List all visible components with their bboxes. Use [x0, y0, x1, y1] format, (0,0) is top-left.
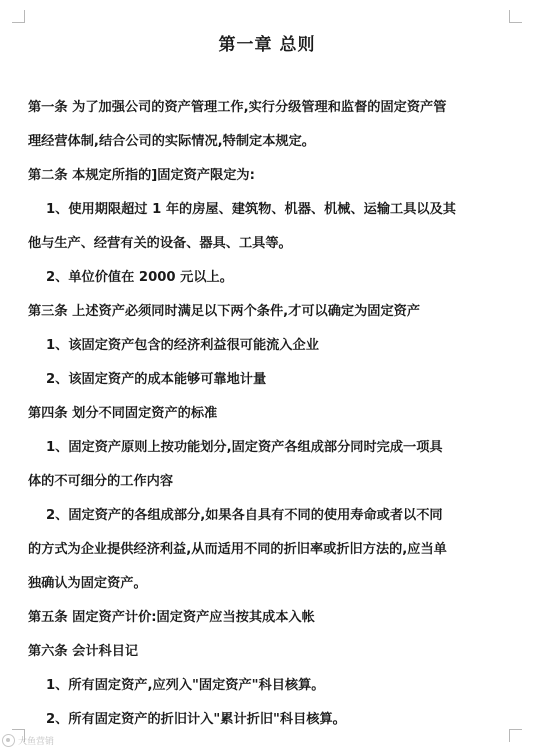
article-6-item-2: 2、所有固定资产的折旧计入"累计折旧"科目核算。: [46, 712, 346, 727]
article-4-heading: 第四条 划分不同固定资产的标准: [28, 406, 218, 421]
watermark-logo-icon: [2, 734, 15, 747]
crop-mark-bottom-right: [509, 729, 522, 742]
article-4-item-2-line-2: 的方式为企业提供经济利益,从而适用不同的折旧率或折旧方法的,应当单: [28, 542, 447, 557]
watermark-text: 大鱼营销: [18, 736, 55, 747]
article-6-item-1: 1、所有固定资产,应列入"固定资产"科目核算。: [46, 678, 325, 693]
article-4-item-1-line-1: 1、固定资产原则上按功能划分,固定资产各组成部分同时完成一项具: [46, 440, 443, 455]
article-3-item-2: 2、该固定资产的成本能够可靠地计量: [46, 372, 267, 387]
article-5-heading: 第五条 固定资产计价:固定资产应当按其成本入帐: [28, 610, 315, 625]
article-4-item-2-line-3: 独确认为固定资产。: [28, 576, 147, 591]
crop-mark-top-right: [509, 10, 522, 23]
article-3-heading: 第三条 上述资产必须同时满足以下两个条件,才可以确定为固定资产: [28, 304, 421, 319]
article-6-heading: 第六条 会计科目记: [28, 644, 139, 659]
article-2-heading: 第二条 本规定所指的]固定资产限定为:: [28, 168, 255, 183]
article-4-item-1-line-2: 体的不可细分的工作内容: [28, 474, 174, 489]
article-4-item-2-line-1: 2、固定资产的各组成部分,如果各自具有不同的使用寿命或者以不同: [46, 508, 443, 523]
article-2-item-1-line-2: 他与生产、经营有关的设备、器具、工具等。: [28, 236, 292, 251]
article-3-item-1: 1、该固定资产包含的经济利益很可能流入企业: [46, 338, 319, 353]
article-2-item-1-line-1: 1、使用期限超过 1 年的房屋、建筑物、机器、机械、运输工具以及其: [46, 202, 456, 217]
chapter-title: 第一章 总则: [218, 35, 316, 55]
article-1-line-2: 理经营体制,结合公司的实际情况,特制定本规定。: [28, 134, 315, 149]
article-2-item-2: 2、单位价值在 2000 元以上。: [46, 270, 233, 285]
watermark: [2, 732, 54, 748]
article-1-line-1: 第一条 为了加强公司的资产管理工作,实行分级管理和监督的固定资产管: [28, 100, 447, 115]
crop-mark-top-left: [12, 10, 25, 23]
